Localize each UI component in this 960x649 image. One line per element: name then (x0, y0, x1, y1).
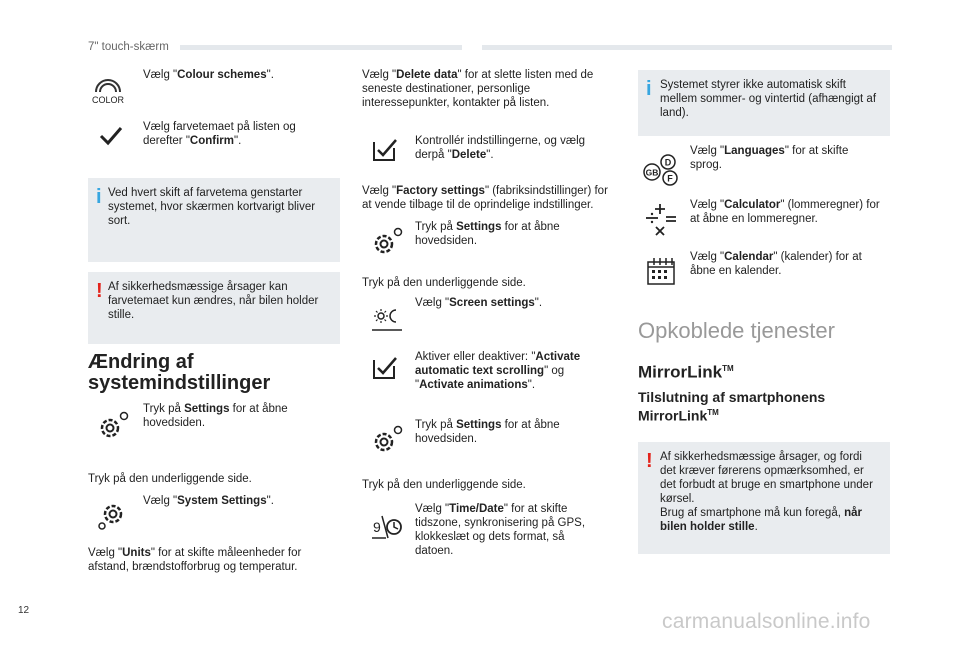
watermark: carmanualsonline.info (662, 610, 871, 633)
info-note-dst (638, 70, 890, 136)
screen-brightness-icon (370, 302, 404, 332)
warning-note-smartphone (638, 442, 890, 554)
time-date-icon (370, 512, 404, 542)
check-box-icon (370, 136, 400, 164)
system-settings-gear-icon (96, 500, 130, 532)
svg-text:F: F (667, 173, 673, 184)
svg-text:GB: GB (645, 167, 659, 178)
warning-icon-2: ! (646, 450, 653, 472)
press-settings-text: Tryk på Settings for at åbne hovedsiden. (143, 403, 288, 429)
section-header: 7" touch-skærm (88, 41, 169, 53)
delete-data-text: Vælg "Delete data" for at slette listen med de seneste destinationer, personlige interessepunkter, kontakter på listen. (362, 69, 594, 109)
factory-settings-text: Vælg "Factory settings" (fabriksindstillinger) for at vende tilbage til de oprindelige indstillinger. (362, 185, 608, 211)
info-icon-2: i (646, 78, 652, 100)
warning-note-text: Af sikkerhedsmæssige årsager kan farvetemaet kun ændres, når bilen holder stille. (108, 281, 319, 321)
warning-note-smartphone-text: Af sikkerhedsmæssige årsager, og fordi det kræver førerens opmærksomhed, er det forbudt at bruge en smartphone under kørsel. Brug af smartphone må kun foregå, når bilen holder stille. (660, 451, 873, 533)
header-divider-right (482, 45, 892, 50)
info-note-text: Ved hvert skift af farvetema genstarter systemet, hvor skærmen kortvarigt bliver sort. (108, 187, 316, 227)
connect-heading: Tilslutning af smartphonens MirrorLink™ (638, 389, 826, 424)
mirrorlink-heading: MirrorLink™ (638, 362, 734, 382)
checkmark-icon (96, 122, 126, 150)
color-icon-label: COLOR (91, 95, 125, 105)
settings-gear-icon-2 (370, 226, 404, 258)
activate-text: Aktiver eller deaktiver: "Activate automatic text scrolling" og "Activate animations". (415, 351, 581, 391)
header-divider-left (180, 45, 462, 50)
section-heading: Ændring af systemindstillinger (88, 351, 271, 394)
screen-settings-text: Vælg "Screen settings". (415, 297, 543, 309)
calculator-icon (642, 202, 682, 238)
press-below-text-2: Tryk på den underliggende side. (362, 277, 526, 289)
svg-text:D: D (664, 157, 672, 168)
warning-icon: ! (96, 280, 103, 302)
check-delete-text: Kontrollér indstillingerne, og vælg derpå "Delete". (415, 135, 586, 161)
languages-icon (640, 152, 682, 186)
press-below-text: Tryk på den underliggende side. (88, 473, 252, 485)
languages-text: Vælg "Languages" for at skifte sprog. (690, 145, 849, 171)
info-note-dst-text: Systemet styrer ikke automatisk skift mellem sommer- og vintertid (afhængigt af land). (660, 79, 877, 119)
info-note-colour (88, 178, 340, 262)
settings-gear-icon (96, 410, 130, 442)
press-settings-text-3: Tryk på Settings for at åbne hovedsiden. (415, 419, 560, 445)
colour-schemes-text: Vælg "Colour schemes". (143, 69, 274, 81)
calculator-text: Vælg "Calculator" (lommeregner) for at åbne en lommeregner. (690, 199, 880, 225)
settings-gear-icon-3 (370, 424, 404, 456)
time-date-text: Vælg "Time/Date" for at skifte tidszone, synkronisering på GPS, klokkeslæt og dets format, så datoen. (415, 503, 586, 557)
page-number: 12 (18, 605, 30, 616)
warning-note-colour (88, 272, 340, 344)
select-theme-text: Vælg farvetemaet på listen og derefter "Confirm". (143, 121, 296, 147)
units-text: Vælg "Units" for at skifte måleenheder for afstand, brændstofforbrug og temperatur. (88, 547, 302, 573)
system-settings-text: Vælg "System Settings". (143, 495, 274, 507)
svg-text:9: 9 (373, 519, 381, 535)
calendar-text: Vælg "Calendar" (kalender) for at åbne en kalender. (690, 251, 862, 277)
press-settings-text-2: Tryk på Settings for at åbne hovedsiden. (415, 221, 560, 247)
info-icon: i (96, 186, 102, 208)
calendar-icon (644, 256, 680, 288)
check-box-icon-2 (370, 354, 400, 382)
color-palette-icon (88, 72, 128, 106)
press-below-text-3: Tryk på den underliggende side. (362, 479, 526, 491)
connected-services-heading: Opkoblede tjenester (638, 318, 835, 343)
